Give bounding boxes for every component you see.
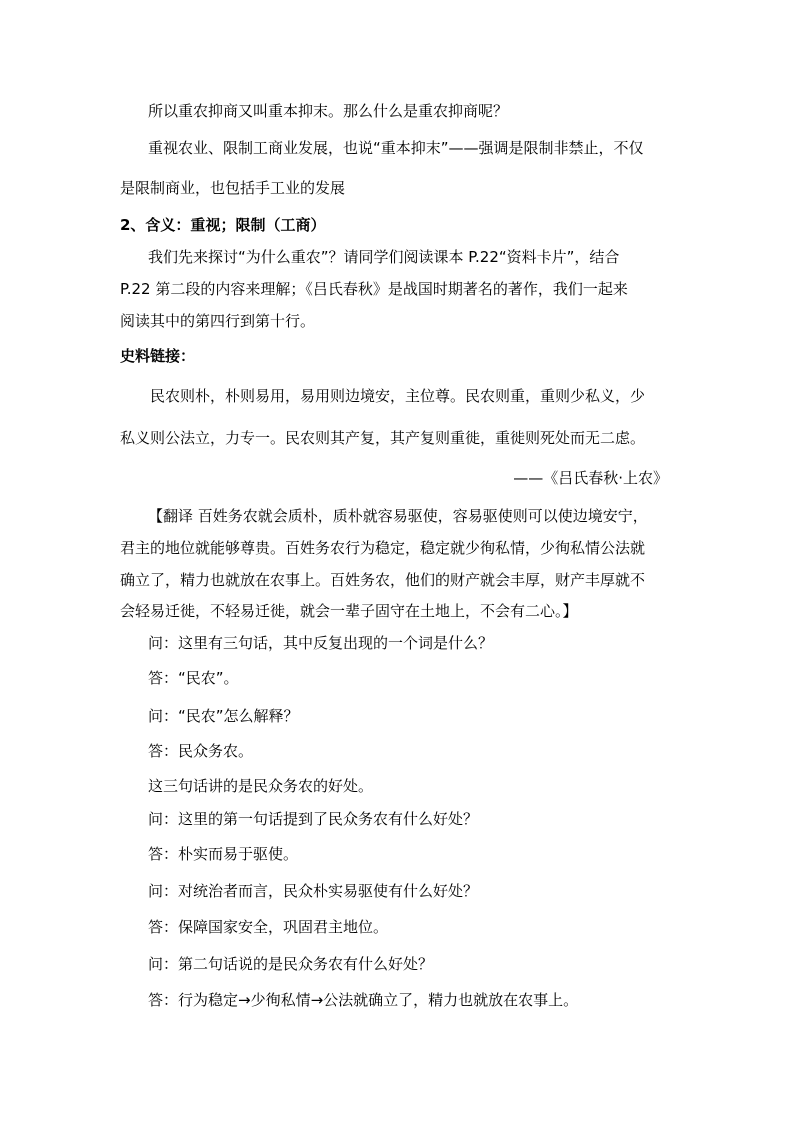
quote-line-2: 私义则公法立，力专一。民农则其产复，其产复则重徙，重徙则死处而无二虑。	[120, 429, 646, 447]
qa-line: 这三句话讲的是民众务农的好处。	[148, 777, 374, 795]
translation-line-1: 【翻译 百姓务农就会质朴，质朴就容易驱使，容易驱使则可以使边境安宁，	[148, 507, 648, 525]
explore-line-1: 我们先来探讨“为什么重农”？请同学们阅读课本 P.22“资料卡片”，结合	[148, 248, 620, 266]
qa-line: 问：第二句话说的是民众务农有什么好处？	[148, 955, 434, 973]
quote-line-1: 民农则朴，朴则易用，易用则边境安，主位尊。民农则重，重则少私义，少	[150, 387, 646, 405]
intro-line-3: 是限制商业，也包括手工业的发展	[120, 179, 346, 197]
qa-line: 问：对统治者而言，民众朴实易驱使有什么好处？	[148, 882, 479, 900]
intro-line-2: 重视农业、限制工商业发展，也说“重本抑末”——强调是限制非禁止，不仅	[148, 139, 644, 157]
qa-line: 答：行为稳定→少徇私情→公法就确立了，精力也就放在农事上。	[148, 991, 579, 1009]
qa-line: 答：朴实而易于驱使。	[148, 845, 299, 863]
qa-line: 问：这里的第一句话提到了民众务农有什么好处？	[148, 810, 479, 828]
explore-line-3: 阅读其中的第四行到第十行。	[120, 312, 316, 330]
translation-line-3: 确立了，精力也就放在农事上。百姓务农，他们的财产就会丰厚，财产丰厚就不	[120, 571, 646, 589]
qa-line: 答：民众务农。	[148, 742, 254, 760]
explore-line-2: P.22 第二段的内容来理解；《吕氏春秋》是战国时期著名的著作，我们一起来	[120, 280, 628, 298]
translation-line-2: 君主的地位就能够尊贵。百姓务农行为稳定，稳定就少徇私情，少徇私情公法就	[120, 539, 646, 557]
intro-line-1: 所以重农抑商又叫重本抑末。那么什么是重农抑商呢？	[148, 102, 509, 120]
qa-line: 答：保障国家安全，巩固君主地位。	[148, 918, 389, 936]
source-link-heading: 史料链接：	[120, 347, 196, 365]
quote-attribution: ——《吕氏春秋·上农》	[513, 469, 668, 487]
qa-line: 问：这里有三句话，其中反复出现的一个词是什么？	[148, 634, 494, 652]
section-heading-meaning: 2、含义：重视；限制（工商）	[120, 216, 326, 234]
translation-line-4: 会轻易迁徙，不轻易迁徙，就会一辈子固守在土地上，不会有二心。】	[120, 602, 578, 620]
qa-line: 答：“民农”。	[148, 669, 239, 687]
qa-line: 问：“民农”怎么解释？	[148, 707, 299, 725]
